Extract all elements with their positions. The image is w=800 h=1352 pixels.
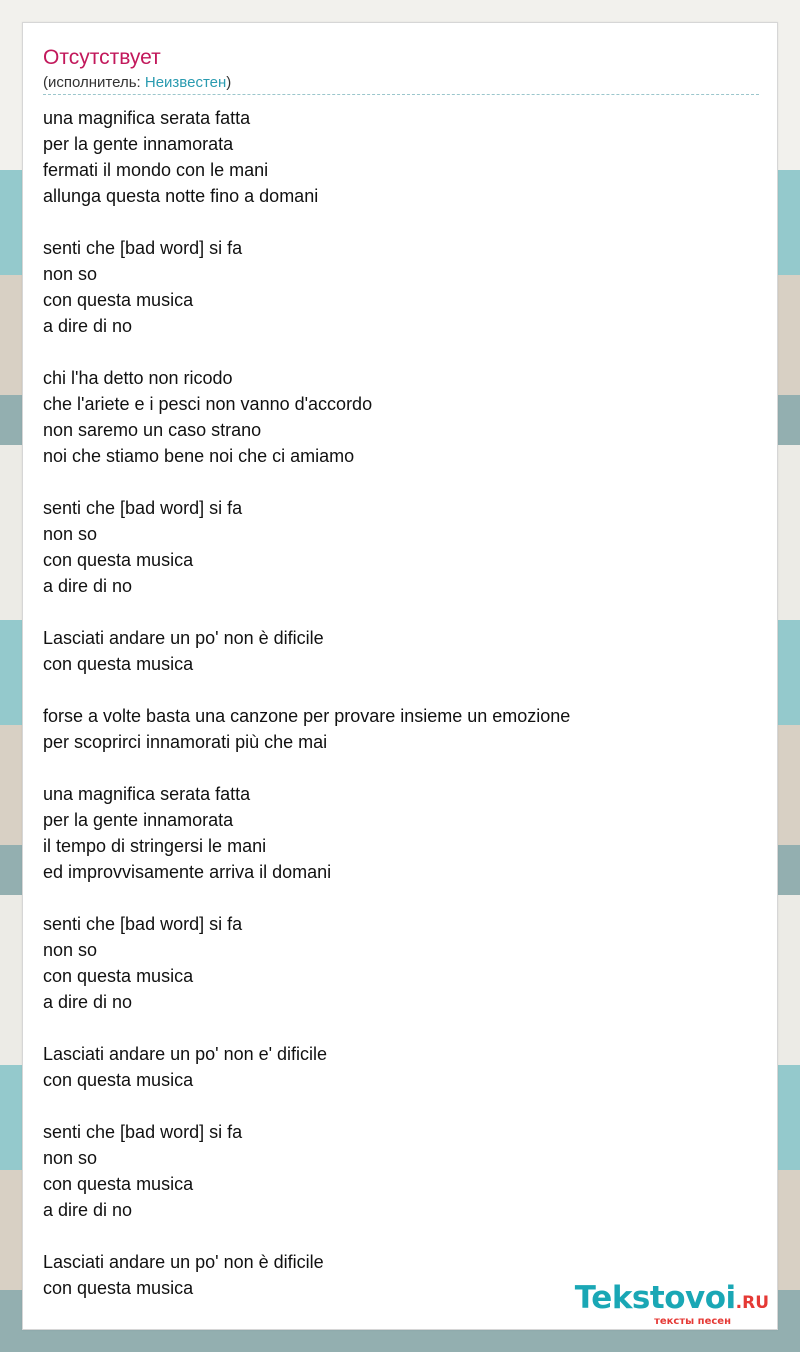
stanza-break [43, 885, 759, 911]
song-title: Отсутствует [43, 46, 161, 69]
lyric-line: per la gente innamorata [43, 810, 234, 830]
lyric-line: chi l'ha detto non ricodo [43, 368, 233, 388]
lyric-line: ed improvvisamente arriva il domani [43, 862, 332, 882]
lyric-line: Lasciati andare un po' non è dificile [43, 1252, 324, 1272]
stanza-break [43, 755, 759, 781]
logo-tagline: тексты песен [654, 1316, 731, 1327]
stanza-break [43, 469, 759, 495]
stanza-break [43, 599, 759, 625]
lyric-line: che l'ariete e i pesci non vanno d'accordo [43, 394, 373, 414]
lyric-line: senti che [bad word] si fa [43, 1122, 243, 1142]
lyric-line: una magnifica serata fatta [43, 784, 251, 804]
lyrics-text [43, 105, 759, 1301]
lyric-line: con questa musica [43, 550, 194, 570]
lyric-line: con questa musica [43, 1278, 194, 1298]
lyric-line: Lasciati andare un po' non è dificile [43, 628, 324, 648]
stanza-break [43, 1093, 759, 1119]
lyric-line: con questa musica [43, 966, 194, 986]
site-logo[interactable] [575, 1281, 769, 1327]
lyric-line: senti che [bad word] si fa [43, 498, 243, 518]
artist-prefix: (исполнитель: [43, 74, 145, 91]
logo-name: Tekstovoi [574, 1280, 736, 1316]
artist-line [43, 74, 231, 92]
lyric-line: senti che [bad word] si fa [43, 914, 243, 934]
lyric-line: a dire di no [43, 576, 133, 596]
lyric-line: per la gente innamorata [43, 134, 234, 154]
stanza-break [43, 1223, 759, 1249]
stanza-break [43, 677, 759, 703]
lyric-line: forse a volte basta una canzone per provare insieme un emozione [43, 706, 571, 726]
lyric-line: con questa musica [43, 654, 194, 674]
lyrics-card [22, 22, 778, 1330]
lyric-line: fermati il mondo con le mani [43, 160, 269, 180]
lyric-line: non so [43, 940, 98, 960]
lyric-line: con questa musica [43, 290, 194, 310]
artist-suffix: ) [226, 74, 232, 91]
lyric-line: il tempo di stringersi le mani [43, 836, 267, 856]
lyric-line: con questa musica [43, 1174, 194, 1194]
stanza-break [43, 209, 759, 235]
lyric-line: a dire di no [43, 316, 133, 336]
lyric-line: allunga questa notte fino a domani [43, 186, 319, 206]
lyric-line: senti che [bad word] si fa [43, 238, 243, 258]
header-divider [43, 94, 759, 95]
lyric-line: una magnifica serata fatta [43, 108, 251, 128]
stanza-break [43, 339, 759, 365]
logo-tld: .RU [735, 1293, 769, 1313]
lyric-line: a dire di no [43, 992, 133, 1012]
lyric-line: con questa musica [43, 1070, 194, 1090]
logo-wordmark [575, 1281, 769, 1320]
lyric-line: non so [43, 264, 98, 284]
lyric-line: per scoprirci innamorati più che mai [43, 732, 328, 752]
lyric-line: noi che stiamo bene noi che ci amiamo [43, 446, 355, 466]
lyric-line: non so [43, 524, 98, 544]
stanza-break [43, 1015, 759, 1041]
lyric-line: a dire di no [43, 1200, 133, 1220]
artist-link[interactable]: Неизвестен [144, 74, 227, 91]
lyric-line: Lasciati andare un po' non e' dificile [43, 1044, 328, 1064]
lyric-line: non saremo un caso strano [43, 420, 262, 440]
lyric-line: non so [43, 1148, 98, 1168]
